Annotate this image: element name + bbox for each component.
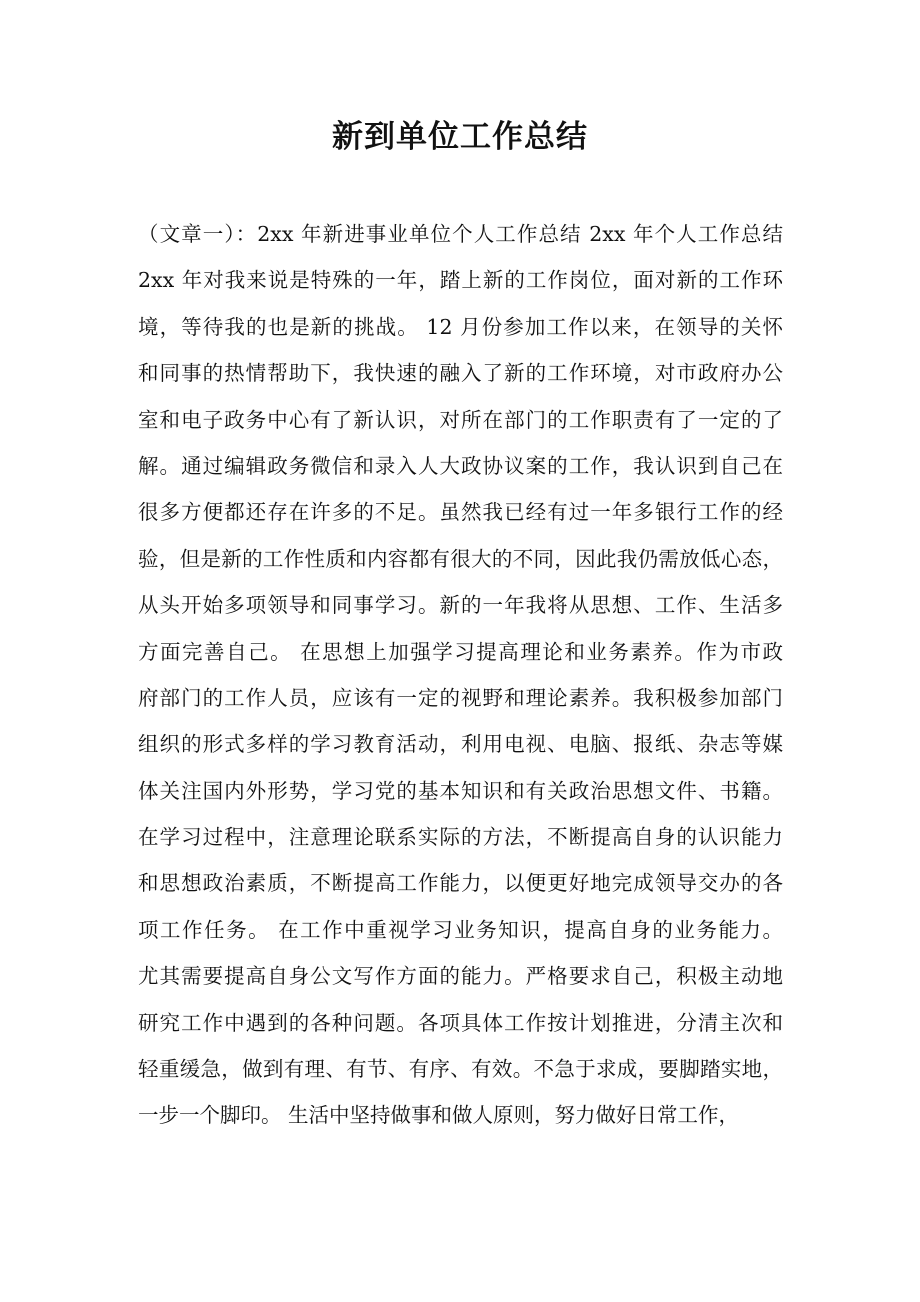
body-line: 体关注国内外形势，学习党的基本知识和有关政治思想文件、书籍。 bbox=[138, 778, 783, 803]
body-line: 验，但是新的工作性质和内容都有很大的不同，因此我仍需放低心态， bbox=[138, 546, 783, 571]
body-line: 在学习过程中，注意理论联系实际的方法，不断提高自身的认识能力 bbox=[138, 825, 783, 850]
body-line: （文章一）：2xx 年新进事业单位个人工作总结 2xx 年个人工作总结 bbox=[138, 222, 783, 246]
body-line: 方面完善自己。 在思想上加强学习提高理论和业务素养。作为市政 bbox=[138, 639, 783, 664]
body-line: 研究工作中遇到的各种问题。各项具体工作按计划推进，分清主次和 bbox=[138, 1010, 783, 1035]
body-line: 境，等待我的也是新的挑战。 12 月份参加工作以来，在领导的关怀 bbox=[138, 314, 783, 339]
body-line: 和思想政治素质，不断提高工作能力，以便更好地完成领导交办的各 bbox=[138, 871, 783, 896]
body-line: 2xx 年对我来说是特殊的一年，踏上新的工作岗位，面对新的工作环 bbox=[138, 268, 783, 293]
body-line: 从头开始多项领导和同事学习。新的一年我将从思想、工作、生活多 bbox=[138, 593, 783, 618]
body-line: 一步一个脚印。 生活中坚持做事和做人原则，努力做好日常工作， bbox=[138, 1103, 740, 1128]
body-line: 解。通过编辑政务微信和录入人大政协议案的工作，我认识到自己在 bbox=[138, 453, 783, 478]
body-line: 尤其需要提高自身公文写作方面的能力。严格要求自己，积极主动地 bbox=[138, 964, 783, 989]
body-line: 府部门的工作人员，应该有一定的视野和理论素养。我积极参加部门 bbox=[138, 685, 783, 710]
body-line: 很多方便都还存在许多的不足。虽然我已经有过一年多银行工作的经 bbox=[138, 500, 783, 525]
body-line: 轻重缓急，做到有理、有节、有序、有效。不急于求成，要脚踏实地， bbox=[138, 1057, 783, 1082]
document-body bbox=[138, 211, 783, 1139]
body-line: 组织的形式多样的学习教育活动，利用电视、电脑、报纸、杂志等媒 bbox=[138, 732, 783, 757]
body-line: 室和电子政务中心有了新认识，对所在部门的工作职责有了一定的了 bbox=[138, 407, 783, 432]
body-line: 和同事的热情帮助下，我快速的融入了新的工作环境，对市政府办公 bbox=[138, 361, 783, 386]
body-line: 项工作任务。 在工作中重视学习业务知识，提高自身的业务能力。 bbox=[138, 917, 783, 942]
document-title: 新到单位工作总结 bbox=[332, 119, 588, 155]
